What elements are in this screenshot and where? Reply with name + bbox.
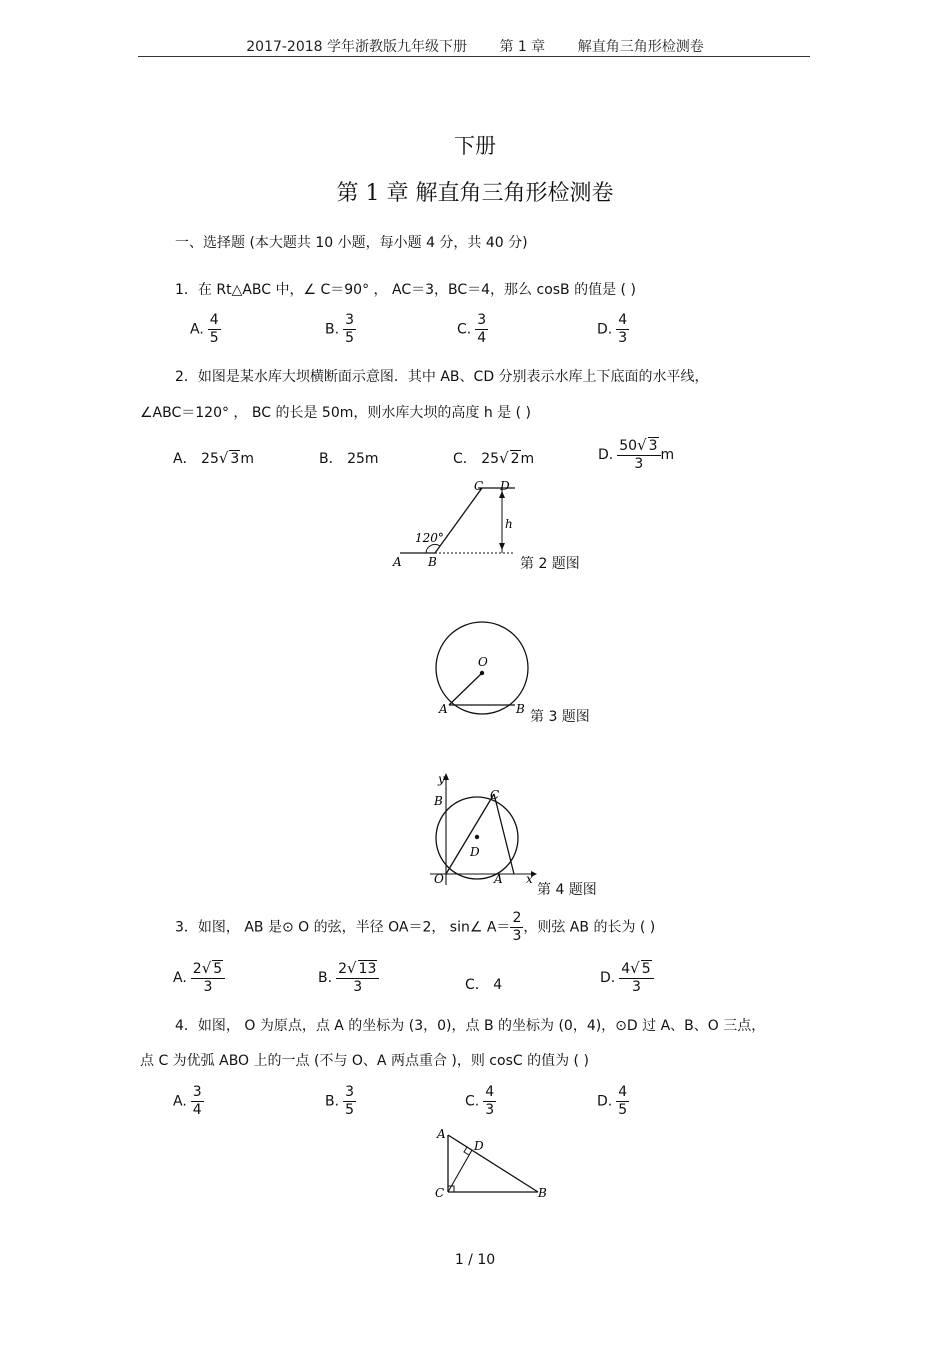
- q3-option-a: A. $\frac{2√ 5}{3}$: [173, 960, 225, 996]
- fig3-caption: 第 3 题图: [530, 709, 590, 725]
- q2-option-a: A． 25√ 3m: [173, 449, 254, 467]
- volume-title: 下册: [454, 134, 496, 158]
- chapter-title: 第 1 章 解直角三角形检测卷: [336, 181, 614, 206]
- page-number: 1 / 10: [454, 1252, 496, 1268]
- q2-option-d: D. $\frac{50√ 3}{3}$ m: [598, 436, 675, 472]
- fig3-label-a: A: [439, 702, 448, 716]
- fig2-label-h: h: [505, 517, 513, 531]
- fig2-caption: 第 2 题图: [520, 556, 580, 572]
- header-rule: [138, 56, 810, 57]
- fig2-label-a: A: [393, 555, 402, 568]
- fig5-label-b: B: [538, 1186, 547, 1200]
- fig4-label-o: O: [434, 872, 444, 886]
- q1-option-b: B. $\frac{3}{5}$: [325, 312, 354, 346]
- q1-option-a: A. $\frac{4}{5}$: [190, 312, 219, 346]
- fig3-label-o: O: [478, 655, 488, 669]
- q4-stem-line1: 4．如图， O 为原点，点 A 的坐标为 (3，0)，点 B 的坐标为 (0，4)，⊙D 过 A、B、O 三点，: [175, 1018, 766, 1034]
- q4-option-b: B. $\frac{3}{5}$: [325, 1084, 354, 1118]
- fig4-label-y: y: [438, 772, 445, 786]
- fig5-label-a: A: [437, 1127, 446, 1141]
- q1-stem: 1．在 Rt△ABC 中，∠ C＝90° ， AC＝3，BC＝4，那么 cosB 的值是 ( ): [175, 282, 636, 298]
- header-middle: 第 1 章: [499, 39, 546, 55]
- fig5-label-c: C: [435, 1186, 445, 1200]
- fig4-label-b: B: [434, 794, 443, 808]
- q4-stem-line2: 点 C 为优弧 ABO 上的一点 (不与 O、A 两点重合 )，则 cosC 的值为 ( ): [140, 1053, 589, 1069]
- q4-option-c: C. $\frac{4}{3}$: [465, 1084, 495, 1118]
- q2-stem-line2: ∠ABC＝120° ， BC 的长是 50m，则水库大坝的高度 h 是 ( ): [140, 405, 531, 421]
- q1-option-c: C. $\frac{3}{4}$: [457, 312, 487, 346]
- fig2-label-c: C: [474, 479, 484, 493]
- q2-dam-figure: [390, 478, 530, 568]
- right-triangle-figure: [430, 1125, 555, 1203]
- q1-option-d: D. $\frac{4}{3}$: [597, 312, 628, 346]
- q3-option-d: D. $\frac{4√ 5}{3}$: [600, 960, 654, 996]
- q4-option-d: D. $\frac{4}{5}$: [597, 1084, 628, 1118]
- q3-option-b: B. $\frac{2√ 13}{3}$: [318, 960, 379, 996]
- fig4-label-x: x: [526, 872, 533, 886]
- q2-stem-line1: 2．如图是某水库大坝横断面示意图．其中 AB、CD 分别表示水库上下底面的水平线，: [175, 369, 709, 385]
- header-right: 解直角三角形检测卷: [577, 39, 704, 55]
- q2-option-b: B． 25m: [319, 451, 379, 467]
- q3-option-c: C． 4: [465, 977, 503, 993]
- header-left: 2017-2018 学年浙教版九年级下册: [246, 39, 468, 55]
- q3-stem: 3．如图， AB 是⊙ O 的弦，半径 OA＝2， sin∠ A＝ $\frac{2}{3}$ ，则弦 AB 的长为 ( ): [175, 910, 656, 944]
- fig4-label-c: C: [490, 788, 500, 802]
- q4-coordinate-figure: [425, 770, 540, 888]
- q2-option-c: C． 25√ 2m: [453, 449, 535, 467]
- fig4-label-d: D: [470, 845, 480, 859]
- fig3-label-b: B: [516, 702, 525, 716]
- q4-option-a: A. $\frac{3}{4}$: [173, 1084, 202, 1118]
- running-header: [0, 36, 950, 56]
- fig2-label-b: B: [428, 555, 437, 568]
- fig4-caption: 第 4 题图: [537, 882, 597, 898]
- fig4-label-a: A: [494, 872, 503, 886]
- fig5-label-d: D: [474, 1139, 484, 1153]
- section-heading: 一、选择题 (本大题共 10 小题，每小题 4 分，共 40 分): [175, 235, 528, 251]
- fig2-label-d: D: [500, 479, 510, 493]
- q3-circle-figure: [428, 620, 538, 720]
- fig2-angle-label: 120°: [415, 531, 444, 545]
